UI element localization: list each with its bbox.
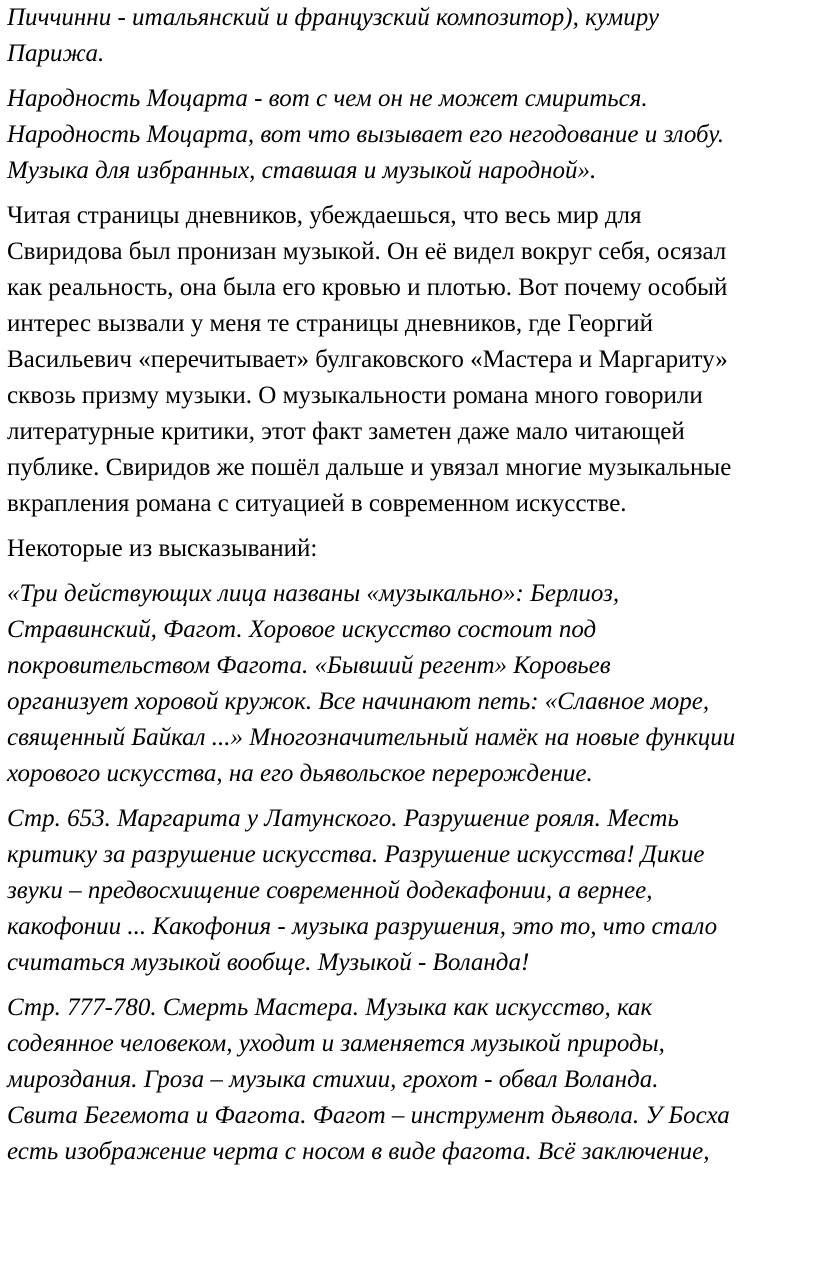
text-line: Свиридова был пронизан музыкой. Он её видел вокруг себя, осязал xyxy=(7,238,727,265)
text-line: священный Байкал ...» Многозначительный намёк на новые функции xyxy=(7,724,736,751)
text-line: вкрапления романа с ситуацией в современном искусстве. xyxy=(7,490,627,517)
paragraph-statements-intro xyxy=(7,531,815,567)
text-line: мироздания. Гроза – музыка стихии, грохот - обвал Воланда. xyxy=(7,1066,659,1093)
paragraph-quote-page-777 xyxy=(7,990,815,1170)
paragraph-quote-characters xyxy=(7,576,815,792)
paragraph-mozart-folk xyxy=(7,81,815,189)
text-line: Стравинский, Фагот. Хоровое искусство состоит под xyxy=(7,616,597,643)
text-line: звуки – предвосхищение современной додекафонии, а вернее, xyxy=(7,877,653,904)
text-line: Народность Моцарта, вот что вызывает его негодование и злобу. xyxy=(7,121,725,148)
text-line: как реальность, она была его кровью и плотью. Вот почему особый xyxy=(7,274,728,301)
paragraph-quote-page-653 xyxy=(7,801,815,981)
text-line: Музыка для избранных, ставшая и музыкой народной». xyxy=(7,157,597,184)
paragraph-sviridov-diaries xyxy=(7,198,815,522)
text-line: организует хоровой кружок. Все начинают петь: «Славное море, xyxy=(7,688,710,715)
text-line: содеянное человеком, уходит и заменяется музыкой природы, xyxy=(7,1030,665,1057)
text-line: покровительством Фагота. «Бывший регент» Коровьев xyxy=(7,652,611,679)
text-line: хорового искусства, на его дьявольское перерождение. xyxy=(7,760,593,787)
text-line: критику за разрушение искусства. Разрушение искусства! Дикие xyxy=(7,841,705,868)
text-line: Васильевич «перечитывает» булгаковского «Мастера и Маргариту» xyxy=(7,346,728,373)
text-line: какофонии ... Какофония - музыка разрушения, это то, что стало xyxy=(7,913,718,940)
text-line: Читая страницы дневников, убеждаешься, что весь мир для xyxy=(7,202,642,229)
document-page xyxy=(7,0,815,1179)
text-line: интерес вызвали у меня те страницы дневников, где Георгий xyxy=(7,310,654,337)
text-line: есть изображение черта с носом в виде фагота. Всё заключение, xyxy=(7,1138,710,1165)
text-line: считаться музыкой вообще. Музыкой - Воланда! xyxy=(7,949,530,976)
text-line: Свита Бегемота и Фагота. Фагот – инструмент дьявола. У Босха xyxy=(7,1102,730,1129)
text-line: публике. Свиридов же пошёл дальше и увязал многие музыкальные xyxy=(7,454,732,481)
text-line: Стр. 777-780. Смерть Мастера. Музыка как искусство, как xyxy=(7,994,653,1021)
text-line: Парижа. xyxy=(7,40,105,67)
text-line: Народность Моцарта - вот с чем он не может смириться. xyxy=(7,85,648,112)
paragraph-piccinni xyxy=(7,0,815,72)
text-line: сквозь призму музыки. О музыкальности романа много говорили xyxy=(7,382,703,409)
text-line: «Три действующих лица названы «музыкально»: Берлиоз, xyxy=(7,580,620,607)
text-line: Стр. 653. Маргарита у Латунского. Разрушение рояля. Месть xyxy=(7,805,679,832)
text-line: литературные критики, этот факт заметен даже мало читающей xyxy=(7,418,685,445)
text-line: Пиччинни - итальянский и французский композитор), кумиру xyxy=(7,4,659,31)
text-line: Некоторые из высказываний: xyxy=(7,535,318,562)
